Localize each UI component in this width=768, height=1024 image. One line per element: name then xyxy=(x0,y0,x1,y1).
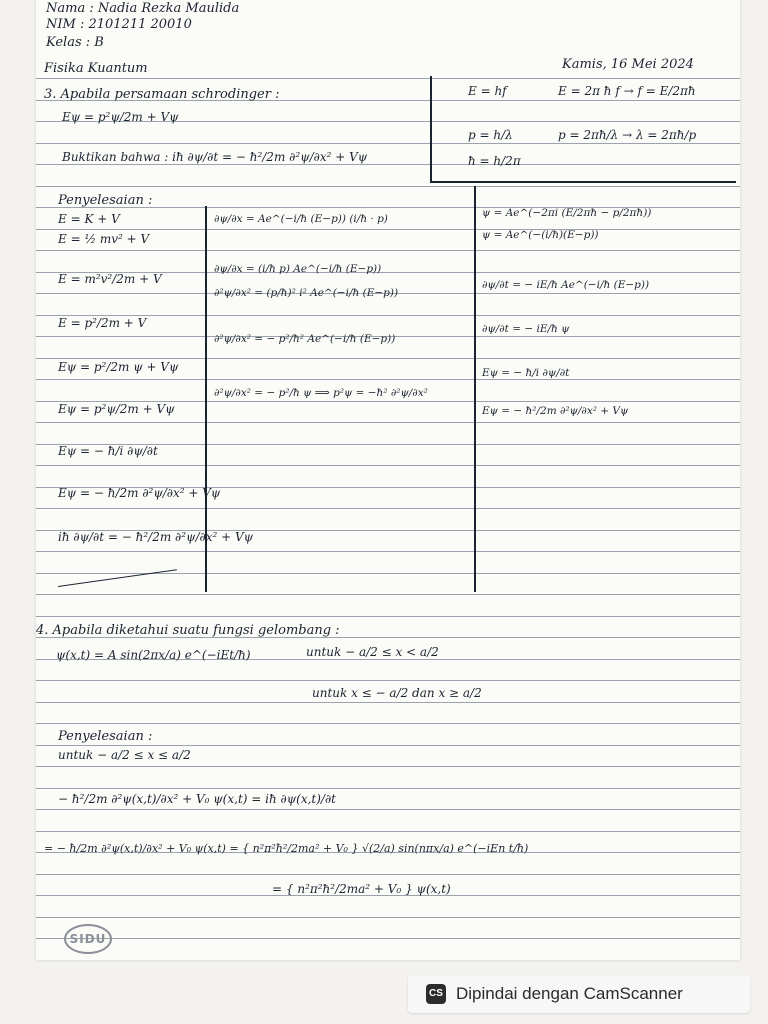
ruled-line xyxy=(36,229,740,230)
ruled-line xyxy=(36,465,740,466)
q4-solution-label: Penyelesaian : xyxy=(58,729,153,744)
col2-line: ∂²ψ/∂x² = − p²/ħ² Ae^(−i/ħ (E−p)) xyxy=(214,333,396,345)
formula-e-2pi: E = 2π ħ f → f = E/2πħ xyxy=(558,84,696,98)
col1-line: E = p²/2m + V xyxy=(58,316,147,330)
col1-line: iħ ∂ψ/∂t = − ħ²/2m ∂²ψ/∂x² + Vψ xyxy=(58,530,254,544)
col1-line: Eψ = p²ψ/2m + Vψ xyxy=(58,402,175,416)
col3-line: ψ = Ae^(−2πi (E/2πħ − p/2πħ)) xyxy=(482,207,652,219)
q3-title: 3. Apabila persamaan schrodinger : xyxy=(44,87,280,102)
formula-hbar: ħ = h/2π xyxy=(468,154,521,168)
camscanner-watermark xyxy=(408,975,750,1013)
col1-line: E = m²v²/2m + V xyxy=(58,272,162,286)
col2-line: ∂²ψ/∂x² = (p/ħ)² i² Ae^(−i/ħ (E−p)) xyxy=(214,287,399,299)
ruled-line xyxy=(36,422,740,423)
q3-solution-label: Penyelesaian : xyxy=(58,193,153,208)
ruled-line xyxy=(36,379,740,380)
col1-line: Eψ = − ħ/2m ∂²ψ/∂x² + Vψ xyxy=(58,486,221,500)
q4-range: untuk − a/2 ≤ x ≤ a/2 xyxy=(58,748,191,762)
q3-equation: Eψ = p²ψ/2m + Vψ xyxy=(62,110,179,124)
ruled-line xyxy=(36,508,740,509)
q4-case-1: untuk − a/2 ≤ x < a/2 xyxy=(306,645,439,659)
ruled-line xyxy=(36,831,740,832)
ruled-line xyxy=(36,766,740,767)
col1-line: E = K + V xyxy=(58,212,120,226)
ruled-line xyxy=(36,702,740,703)
col3-line: ψ = Ae^(−(i/ħ)(E−p)) xyxy=(482,229,599,241)
ruled-line xyxy=(36,143,740,144)
ruled-line xyxy=(36,809,740,810)
sidu-logo-stamp: SIDU xyxy=(64,924,112,954)
formula-p-2pi: p = 2πħ/λ → λ = 2πħ/p xyxy=(558,128,697,142)
q4-title: 4. Apabila diketahui suatu fungsi gelombang : xyxy=(36,623,340,638)
ruled-line xyxy=(36,874,740,875)
ruled-line xyxy=(36,938,740,939)
ruled-line xyxy=(36,186,740,187)
col3-line: ∂ψ/∂t = − iE/ħ ψ xyxy=(482,323,570,335)
ruled-line xyxy=(36,551,740,552)
ruled-line xyxy=(36,616,740,617)
student-nim: NIM : 2101211 20010 xyxy=(46,17,192,32)
formula-e-hf: E = hf xyxy=(468,84,507,98)
column-divider-2 xyxy=(474,186,476,592)
col3-line: ∂ψ/∂t = − iE/ħ Ae^(−i/ħ (E−p)) xyxy=(482,279,650,291)
ruled-line xyxy=(36,164,740,165)
q4-line-3: = { n²π²ħ²/2ma² + V₀ } ψ(x,t) xyxy=(272,882,451,896)
col2-line: ∂²ψ/∂x² = − p²/ħ ψ ⟹ p²ψ = −ħ² ∂²ψ/∂x² xyxy=(214,387,428,399)
camscanner-text: Dipindai dengan CamScanner xyxy=(456,984,683,1003)
ruled-line xyxy=(36,917,740,918)
ruled-line xyxy=(36,723,740,724)
col3-line: Eψ = − ħ/i ∂ψ/∂t xyxy=(482,367,570,379)
course-title: Fisika Kuantum xyxy=(44,61,148,76)
notebook-page xyxy=(36,0,740,960)
q4-wave-function: ψ(x,t) = A sin(2πx/a) e^(−iEt/ħ) xyxy=(56,648,251,662)
ruled-line xyxy=(36,788,740,789)
col2-line: ∂ψ/∂x = (i/ħ p) Ae^(−i/ħ (E−p)) xyxy=(214,263,382,275)
ruled-line xyxy=(36,358,740,359)
student-name: Nama : Nadia Rezka Maulida xyxy=(46,1,240,16)
ruled-line xyxy=(36,594,740,595)
col1-line: Eψ = − ħ/i ∂ψ/∂t xyxy=(58,444,158,458)
formula-p-hl: p = h/λ xyxy=(468,128,513,142)
col1-line: E = ½ mv² + V xyxy=(58,232,150,246)
col1-line: Eψ = p²/2m ψ + Vψ xyxy=(58,360,179,374)
q4-line-1: − ħ²/2m ∂²ψ(x,t)/∂x² + V₀ ψ(x,t) = iħ ∂ψ(x,t)/∂t xyxy=(58,792,336,806)
col3-line: Eψ = − ħ²/2m ∂²ψ/∂x² + Vψ xyxy=(482,405,629,417)
ruled-line xyxy=(36,745,740,746)
col2-line: ∂ψ/∂x = Ae^(−i/ħ (E−p)) (i/ħ · p) xyxy=(214,213,388,225)
q4-line-2: = − ħ/2m ∂²ψ(x,t)/∂x² + V₀ ψ(x,t) = { n²π²ħ²/2ma² + V₀ } √(2/a) sin(nπx/a) e^(−iEn t/ħ) xyxy=(44,842,529,855)
ruled-line xyxy=(36,78,740,79)
q3-prove: Buktikan bahwa : iħ ∂ψ/∂t = − ħ²/2m ∂²ψ/∂x² + Vψ xyxy=(62,150,368,164)
student-class: Kelas : B xyxy=(46,35,104,50)
formula-box-left-border xyxy=(430,76,432,182)
camscanner-logo-icon: CS xyxy=(426,984,446,1004)
ruled-line xyxy=(36,250,740,251)
formula-box-bottom-border xyxy=(430,181,736,183)
ruled-line xyxy=(36,680,740,681)
date: Kamis, 16 Mei 2024 xyxy=(562,57,694,72)
final-underline xyxy=(58,569,177,587)
q4-case-2: untuk x ≤ − a/2 dan x ≥ a/2 xyxy=(312,686,482,700)
